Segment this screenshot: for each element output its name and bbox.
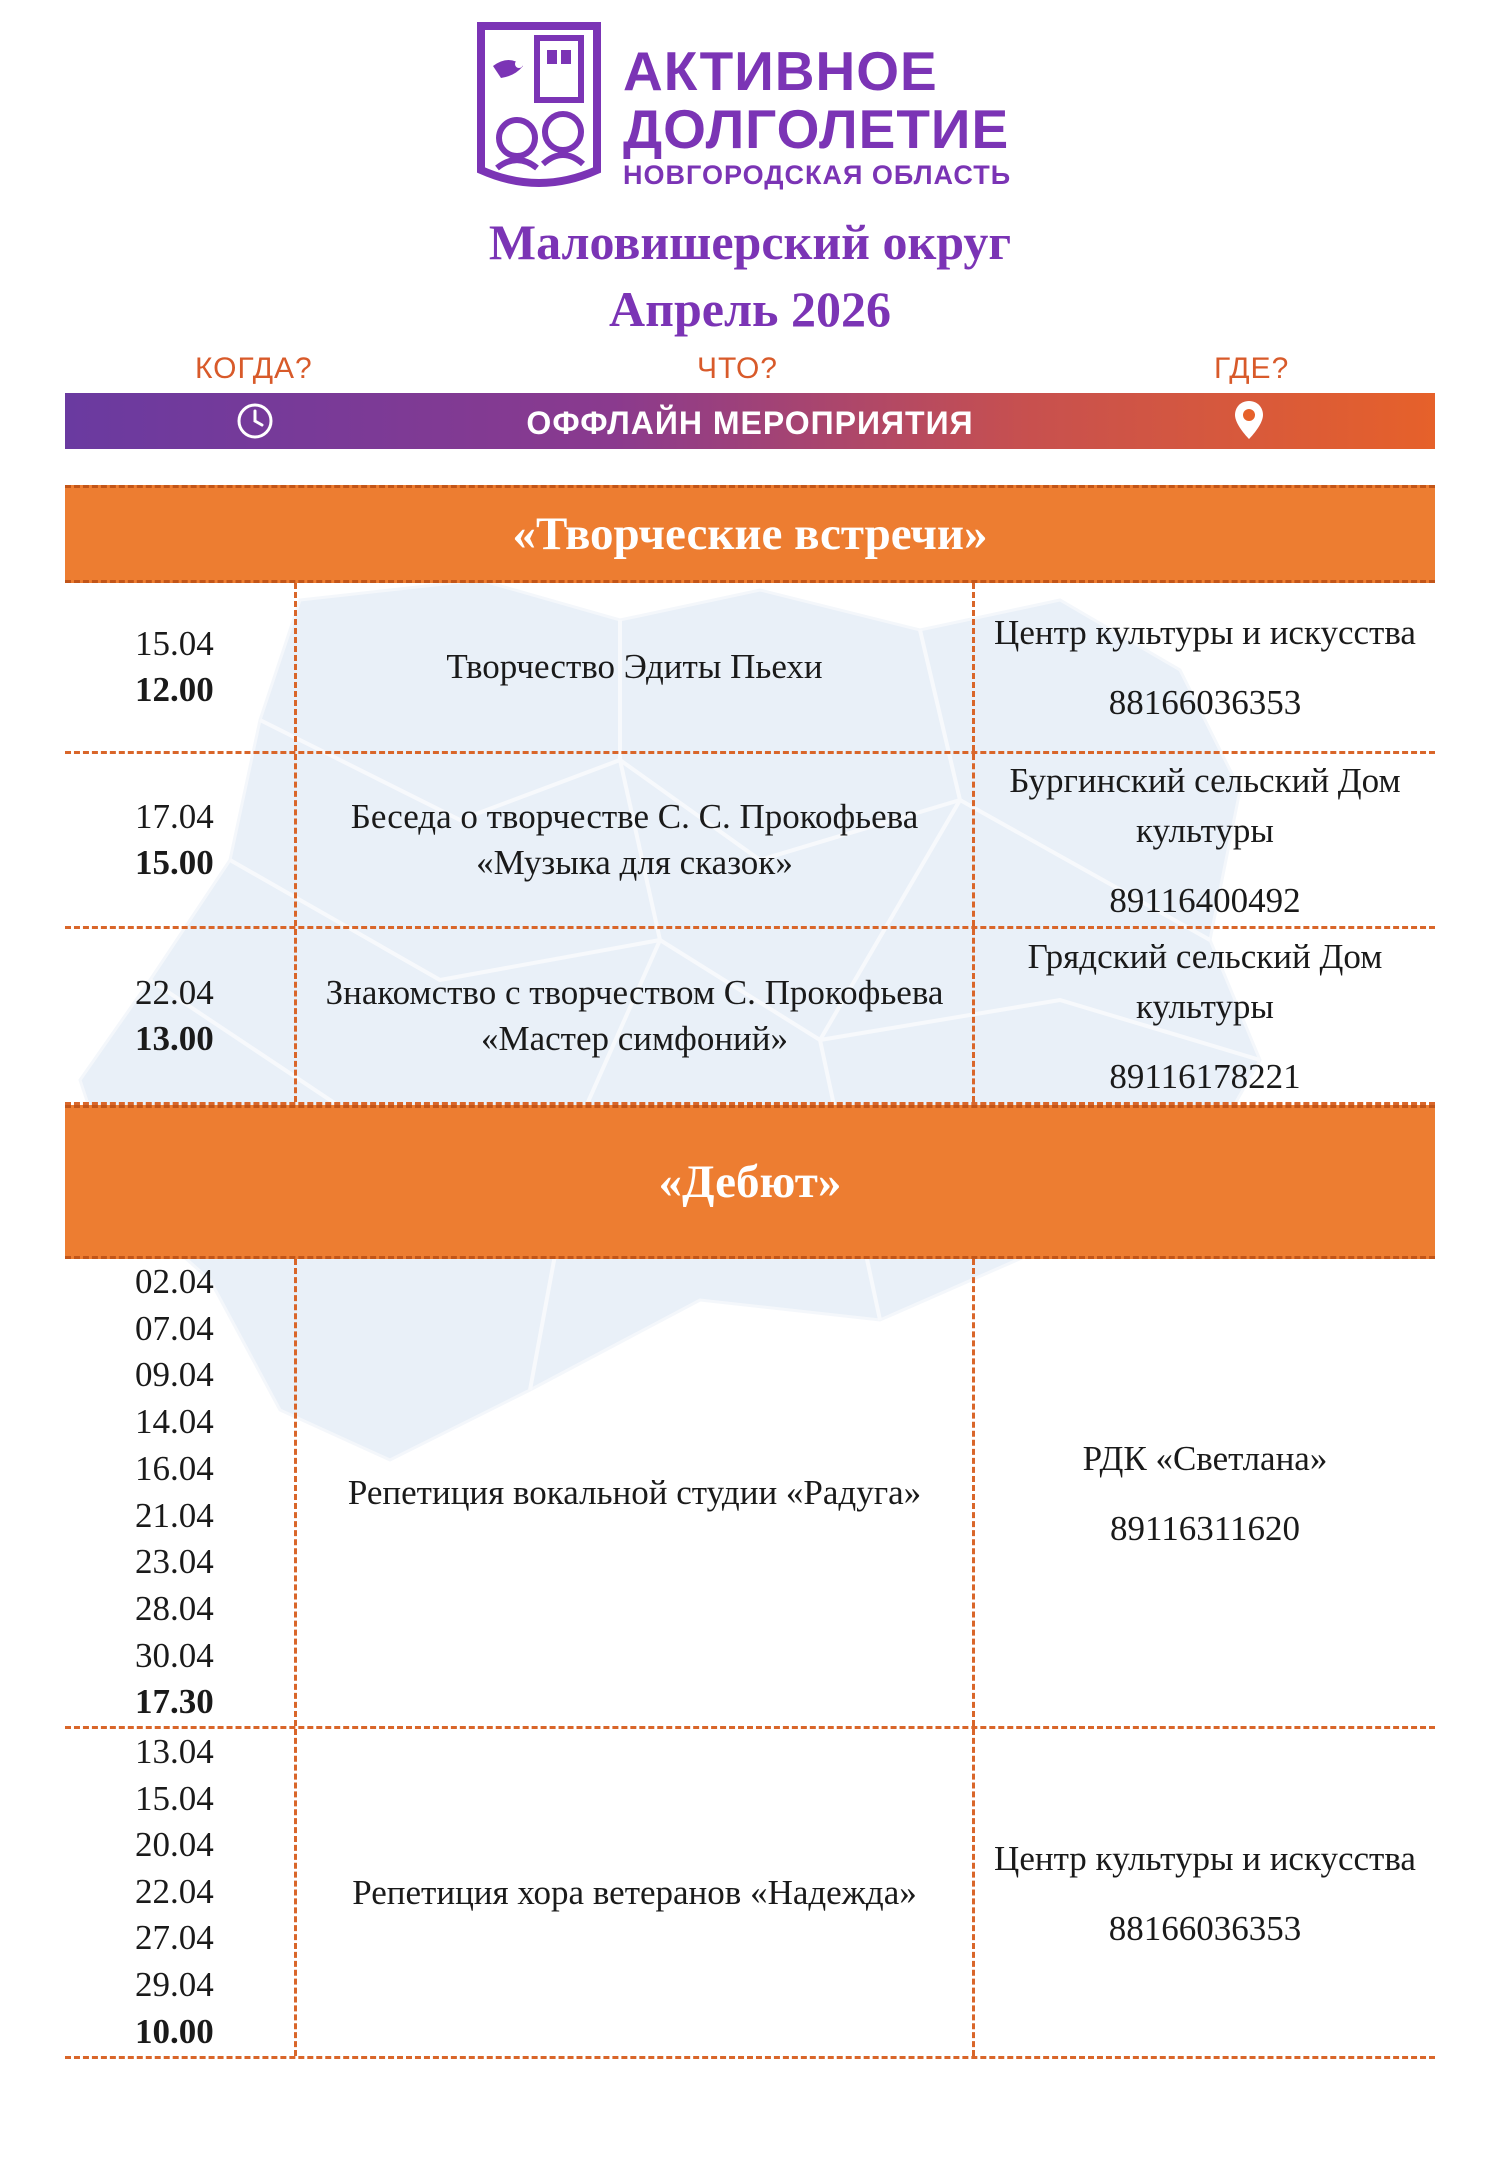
event-date: 13.04: [135, 1732, 214, 1771]
when-cell: [65, 754, 297, 926]
event-date: 17.04: [135, 797, 214, 836]
what-cell: Знакомство с творчеством С. Прокофьева «Мастер симфоний»: [297, 929, 975, 1102]
event-date: 16.04: [135, 1448, 214, 1488]
event-date: 02.04: [135, 1262, 214, 1301]
event-time: 10.00: [135, 2011, 214, 2051]
active-longevity-emblem-icon: [475, 20, 603, 196]
event-time: 12.00: [135, 670, 214, 709]
venue-name: Бургинский сельский Дом культуры: [1009, 761, 1401, 850]
offline-events-band: [65, 393, 1435, 449]
venue-phone: 88166036353: [1108, 683, 1302, 722]
where-cell: [975, 929, 1435, 1102]
event-date: 15.04: [135, 624, 214, 663]
logo: [475, 20, 1075, 200]
where-cell: [975, 754, 1435, 926]
what-cell: Беседа о творчестве С. С. Прокофьева «Музыка для сказок»: [297, 754, 975, 926]
logo-line-2: ДОЛГОЛЕТИЕ: [623, 98, 1010, 160]
venue-name: Центр культуры и искусства: [994, 1838, 1416, 1878]
event-date: 27.04: [135, 1918, 214, 1958]
event-date: 22.04: [135, 1871, 214, 1911]
section-header-creative-meetings: «Творческие встречи»: [65, 485, 1435, 583]
logo-line-1: АКТИВНОЕ: [623, 40, 938, 102]
table-row: [65, 1729, 1435, 2059]
when-cell: [65, 583, 297, 751]
location-pin-icon: [1233, 399, 1265, 441]
what-cell: Репетиция хора ветеранов «Надежда»: [297, 1729, 975, 2056]
logo-line-3: НОВГОРОДСКАЯ ОБЛАСТЬ: [623, 160, 1012, 190]
venue-phone: 89116400492: [1109, 881, 1301, 920]
event-time: 17.30: [135, 1682, 214, 1722]
event-date: 28.04: [135, 1588, 214, 1628]
event-date: 07.04: [135, 1308, 214, 1348]
venue-phone: 89116178221: [1109, 1056, 1301, 1096]
header-what: ЧТО?: [697, 352, 778, 385]
table-row: [65, 929, 1435, 1105]
where-cell: [975, 1259, 1435, 1726]
event-date: 30.04: [135, 1635, 214, 1675]
event-date: 14.04: [135, 1402, 214, 1442]
where-cell: [975, 583, 1435, 751]
what-cell: Репетиция вокальной студии «Радуга»: [297, 1259, 975, 1726]
event-date: 20.04: [135, 1825, 214, 1865]
events-table: [65, 485, 1435, 2059]
header-where: ГДЕ?: [1214, 352, 1290, 385]
event-date: 23.04: [135, 1542, 214, 1582]
when-cell: [65, 1259, 297, 1726]
event-time: 13.00: [135, 1018, 214, 1058]
section-header-debut: «Дебют»: [65, 1105, 1435, 1259]
what-cell: Творчество Эдиты Пьехи: [297, 583, 975, 751]
event-date: 22.04: [135, 972, 214, 1012]
band-label: ОФФЛАЙН МЕРОПРИЯТИЯ: [526, 405, 974, 441]
event-date: 29.04: [135, 1964, 214, 2004]
venue-name: Грядский сельский Дом культуры: [1027, 936, 1383, 1026]
header-when: КОГДА?: [195, 352, 313, 385]
table-row: [65, 754, 1435, 929]
event-date: 21.04: [135, 1495, 214, 1535]
venue-phone: 89116311620: [1110, 1508, 1300, 1548]
where-cell: [975, 1729, 1435, 2056]
venue-name: Центр культуры и искусства: [994, 613, 1416, 652]
when-cell: [65, 929, 297, 1102]
logo-text: [623, 42, 1011, 192]
table-row: [65, 583, 1435, 754]
venue-name: РДК «Светлана»: [1082, 1438, 1328, 1478]
venue-phone: 88166036353: [1108, 1908, 1302, 1948]
event-date: 09.04: [135, 1355, 214, 1395]
district-title: Маловишерский округ: [488, 214, 1012, 270]
event-time: 15.00: [135, 843, 214, 882]
table-row: [65, 1259, 1435, 1729]
event-date: 15.04: [135, 1778, 214, 1818]
month-title: Апрель 2026: [609, 281, 891, 337]
when-cell: [65, 1729, 297, 2056]
